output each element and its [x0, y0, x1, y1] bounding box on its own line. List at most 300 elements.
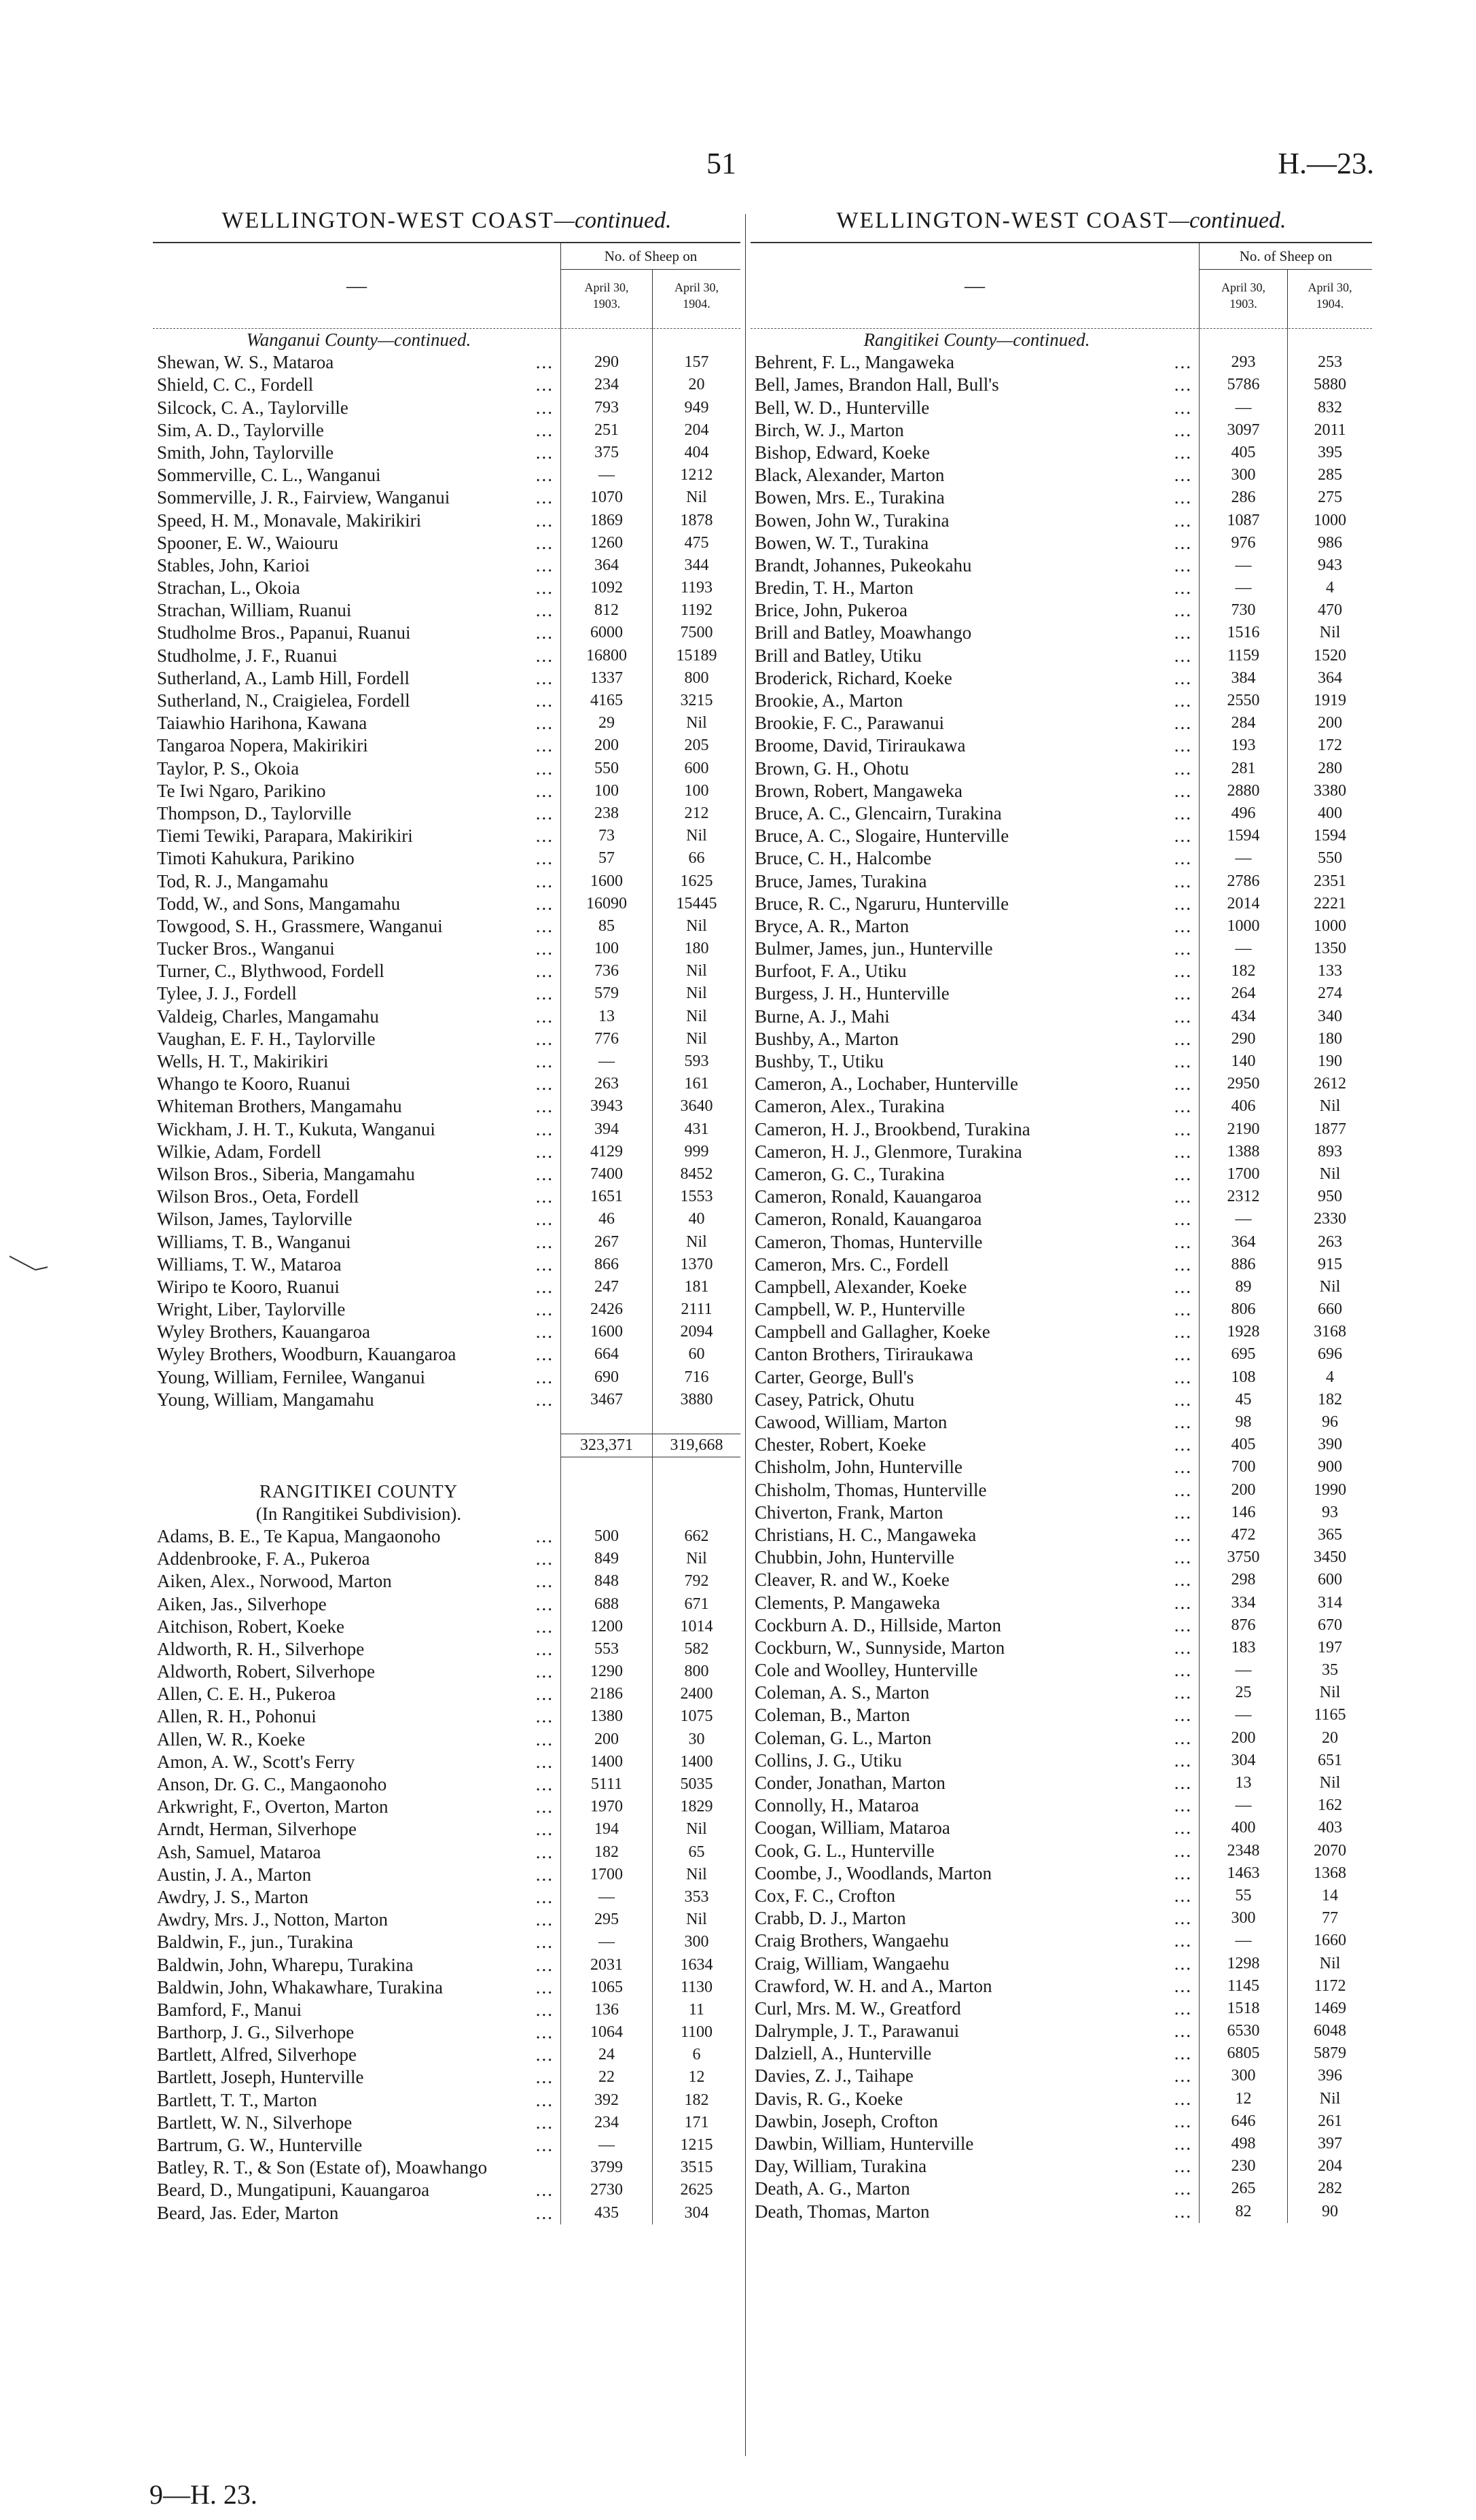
owner-name	[751, 1930, 1199, 1952]
sheep-1903: 267	[560, 1231, 652, 1254]
empty-cell	[560, 1411, 652, 1434]
owner-name	[153, 734, 560, 757]
leader-dots: ...	[1174, 1637, 1192, 1658]
empty-cell	[560, 329, 652, 351]
sheep-1903: 295	[560, 1909, 652, 1931]
sheep-1904: 204	[1287, 2155, 1372, 2178]
sheep-1904: 212	[652, 802, 740, 825]
leader-dots: ...	[1174, 1750, 1192, 1771]
owner-name-text: Allen, C. E. H., Pukeroa	[157, 1684, 336, 1705]
owner-name	[751, 1479, 1199, 1502]
leader-dots: ...	[1174, 510, 1192, 531]
margin-pen-mark	[8, 1254, 49, 1274]
sheep-1904: 1000	[1287, 510, 1372, 532]
leader-dots: ...	[1174, 1524, 1192, 1545]
owner-name	[751, 1411, 1199, 1434]
owner-name	[153, 419, 560, 442]
owner-name	[751, 938, 1199, 960]
owner-name-text: Brill and Batley, Utiku	[755, 645, 922, 666]
sheep-1903: 793	[560, 397, 652, 419]
leader-dots: ...	[1174, 1118, 1192, 1139]
sheep-1904: 133	[1287, 960, 1372, 982]
sheep-1903: 108	[1199, 1366, 1287, 1389]
leader-dots: ...	[535, 622, 554, 643]
owner-name	[153, 667, 560, 690]
leader-dots: ...	[535, 961, 554, 982]
sheep-1904: Nil	[652, 1231, 740, 1254]
owner-name	[751, 351, 1199, 374]
leader-dots: ...	[535, 983, 554, 1004]
leader-dots: ...	[535, 1616, 554, 1637]
owner-name-text: Wilkie, Adam, Fordell	[157, 1141, 321, 1162]
owner-name	[751, 893, 1199, 915]
owner-name	[751, 758, 1199, 780]
owner-name-text: Austin, J. A., Marton	[157, 1864, 312, 1885]
owner-name	[153, 1163, 560, 1186]
leader-dots: ...	[535, 1141, 554, 1162]
owner-name-text: Craig, William, Wangaehu	[755, 1953, 950, 1974]
sheep-1903: 695	[1199, 1343, 1287, 1366]
leader-dots: ...	[535, 735, 554, 756]
sheep-1903: 140	[1199, 1050, 1287, 1073]
leader-dots: ...	[535, 1276, 554, 1297]
total-label-cell	[153, 1434, 560, 1456]
sheep-1903: 364	[1199, 1231, 1287, 1254]
left-column	[153, 204, 740, 2224]
sheep-1904: 1000	[1287, 915, 1372, 938]
sheep-1904: 403	[1287, 1817, 1372, 1839]
owner-name	[153, 2179, 560, 2201]
sheep-1903: 1700	[1199, 1163, 1287, 1186]
owner-name-text: Arndt, Herman, Silverhope	[157, 1819, 357, 1840]
owner-name-text: Whango te Kooro, Ruanui	[157, 1073, 350, 1095]
sheep-1903: 200	[560, 1728, 652, 1751]
owner-name-text: Bushby, A., Marton	[755, 1028, 899, 1049]
sheep-1903: 2186	[560, 1683, 652, 1705]
owner-name-text: Burfoot, F. A., Utiku	[755, 961, 907, 982]
leader-dots: ...	[535, 1006, 554, 1027]
owner-name	[153, 1343, 560, 1366]
leader-dots: ...	[1174, 1569, 1192, 1591]
owner-name	[751, 1592, 1199, 1614]
owner-name-text: Timoti Kahukura, Parikino	[157, 848, 355, 869]
sheep-1903: 688	[560, 1593, 652, 1616]
owner-name	[751, 1998, 1199, 2020]
leader-dots: ...	[1174, 532, 1192, 553]
owner-name-text: Dawbin, William, Hunterville	[755, 2133, 974, 2154]
leader-dots: ...	[1174, 645, 1192, 666]
sheep-1903: 2786	[1199, 870, 1287, 893]
county-heading	[153, 1480, 560, 1503]
sheep-1904: 396	[1287, 2065, 1372, 2087]
sheep-1904: 943	[1287, 554, 1372, 577]
owner-name-text: Young, William, Mangamahu	[157, 1389, 374, 1410]
owner-name-text: Burgess, J. H., Hunterville	[755, 983, 950, 1004]
leader-dots: ...	[1174, 2110, 1192, 2131]
sheep-1903: 498	[1199, 2133, 1287, 2155]
sheep-1904: 15189	[652, 645, 740, 667]
leader-dots: ...	[535, 1163, 554, 1184]
sheep-1903: 1380	[560, 1705, 652, 1728]
sheep-1904: 1350	[1287, 938, 1372, 960]
sheep-1903: 5111	[560, 1773, 652, 1796]
owner-name-text: Coogan, William, Mataroa	[755, 1817, 950, 1839]
sheep-1903: 730	[1199, 599, 1287, 622]
owner-name	[751, 915, 1199, 938]
leader-dots: ...	[1174, 1840, 1192, 1861]
owner-name-text: Cole and Woolley, Hunterville	[755, 1660, 978, 1681]
owner-name-text: Shewan, W. S., Mataroa	[157, 352, 334, 373]
sheep-1903: 4129	[560, 1141, 652, 1163]
right-header-1903	[1199, 270, 1287, 329]
owner-name-text: Cameron, Ronald, Kauangaroa	[755, 1186, 982, 1207]
owner-name-text: Coleman, A. S., Marton	[755, 1682, 930, 1703]
owner-name-text: Brown, Robert, Mangaweka	[755, 780, 962, 801]
owner-name-text: Bartlett, Alfred, Silverhope	[157, 2044, 357, 2065]
leader-dots: ...	[535, 397, 554, 418]
sheep-1903: 200	[1199, 1479, 1287, 1502]
leader-dots: ...	[535, 1796, 554, 1817]
owner-name-text: Thompson, D., Taylorville	[157, 802, 352, 823]
owner-name	[751, 870, 1199, 893]
sheep-1903: 806	[1199, 1298, 1287, 1321]
sheep-1903: 89	[1199, 1276, 1287, 1298]
owner-name	[751, 1141, 1199, 1163]
owner-name-text: Connolly, H., Mataroa	[755, 1795, 919, 1816]
sheep-1904: 1634	[652, 1954, 740, 1976]
leader-dots: ...	[1174, 1479, 1192, 1500]
sheep-1903: 866	[560, 1254, 652, 1276]
leader-dots: ...	[1174, 442, 1192, 463]
sheep-1903: 73	[560, 825, 652, 847]
sheep-1904: 157	[652, 351, 740, 374]
owner-name-text: Todd, W., and Sons, Mangamahu	[157, 893, 401, 914]
sheep-1904: 390	[1287, 1434, 1372, 1456]
left-title-main: WELLINGTON-WEST COAST	[221, 208, 554, 233]
left-column-title	[153, 204, 740, 238]
sheep-1903: 5786	[1199, 374, 1287, 396]
owner-name	[153, 1208, 560, 1230]
sheep-1904: 1469	[1287, 1998, 1372, 2020]
leader-dots: ...	[535, 374, 554, 395]
sheep-1903: 550	[560, 758, 652, 780]
leader-dots: ...	[1174, 1434, 1192, 1455]
owner-name-text: Aldworth, Robert, Silverhope	[157, 1661, 375, 1682]
sheep-1904: 6	[652, 2044, 740, 2066]
right-column	[751, 204, 1372, 2223]
sheep-1904: 800	[652, 1661, 740, 1683]
sheep-1904: 280	[1287, 758, 1372, 780]
sheep-1904: 20	[652, 374, 740, 396]
owner-name-text: Vaughan, E. F. H., Taylorville	[157, 1028, 376, 1049]
owner-name-text: Silcock, C. A., Taylorville	[157, 397, 348, 418]
sheep-1903: 29	[560, 712, 652, 734]
owner-name	[153, 870, 560, 893]
owner-name-text: Awdry, Mrs. J., Notton, Marton	[157, 1909, 389, 1930]
sheep-1903: 98	[1199, 1411, 1287, 1434]
page-number: 51	[706, 147, 736, 180]
owner-name-text: Cameron, Mrs. C., Fordell	[755, 1254, 949, 1275]
owner-name	[751, 825, 1199, 847]
sheep-1904: 3380	[1287, 780, 1372, 802]
owner-name	[153, 758, 560, 780]
sheep-1904: 353	[652, 1886, 740, 1909]
owner-name	[751, 1073, 1199, 1095]
owner-name	[153, 1683, 560, 1705]
owner-name-text: Arkwright, F., Overton, Marton	[157, 1796, 389, 1817]
leader-dots: ...	[1174, 2043, 1192, 2064]
owner-name-text: Adams, B. E., Te Kapua, Mangaonoho	[157, 1525, 441, 1546]
owner-name	[751, 1276, 1199, 1298]
sheep-1904: 662	[652, 1525, 740, 1548]
leader-dots: ...	[1174, 1028, 1192, 1049]
sheep-1904: 285	[1287, 464, 1372, 486]
sheep-1904: 915	[1287, 1254, 1372, 1276]
owner-name-text: Tucker Bros., Wanganui	[157, 938, 335, 959]
leader-dots: ...	[535, 487, 554, 508]
leader-dots: ...	[535, 826, 554, 847]
sheep-1904: 1368	[1287, 1862, 1372, 1885]
leader-dots: ...	[1174, 848, 1192, 869]
sheep-1904: 172	[1287, 734, 1372, 757]
sheep-1904: 200	[1287, 712, 1372, 734]
owner-name	[751, 2155, 1199, 2178]
sheep-1903: 290	[560, 351, 652, 374]
right-header-1904	[1287, 270, 1372, 329]
owner-name-text: Beard, D., Mungatipuni, Kauangaroa	[157, 2180, 430, 2201]
sheep-1903: 3799	[560, 2157, 652, 2179]
sheep-1903: 1869	[560, 510, 652, 532]
sheep-1904: 5879	[1287, 2042, 1372, 2065]
leader-dots: ...	[1174, 938, 1192, 959]
owner-name-text: Awdry, J. S., Marton	[157, 1886, 309, 1907]
sheep-1904: 90	[1287, 2201, 1372, 2223]
leader-dots: ...	[535, 2067, 554, 2088]
leader-dots: ...	[1174, 915, 1192, 936]
leader-dots: ...	[1174, 1276, 1192, 1297]
signature-mark: 9—H. 23.	[149, 2479, 257, 2510]
owner-name	[153, 2066, 560, 2089]
owner-name	[153, 1999, 560, 2021]
sheep-1904: 8452	[652, 1163, 740, 1186]
sheep-1904: 470	[1287, 599, 1372, 622]
right-table-body	[751, 329, 1372, 2223]
owner-name-text: Wickham, J. H. T., Kukuta, Wanganui	[157, 1118, 435, 1139]
owner-name	[153, 510, 560, 532]
owner-name	[153, 1548, 560, 1570]
owner-name	[751, 1006, 1199, 1028]
sheep-1904: Nil	[652, 712, 740, 734]
sheep-1903: 1260	[560, 532, 652, 554]
sheep-1904: 2625	[652, 2179, 740, 2201]
owner-name	[751, 2020, 1199, 2042]
sheep-1903: 2312	[1199, 1186, 1287, 1208]
leader-dots: ...	[535, 1728, 554, 1750]
owner-name-text: Whiteman Brothers, Mangamahu	[157, 1096, 402, 1117]
owner-name-text: Williams, T. W., Mataroa	[157, 1254, 342, 1275]
owner-name	[751, 734, 1199, 757]
owner-name-text: Barthorp, J. G., Silverhope	[157, 2022, 355, 2043]
owner-name	[153, 960, 560, 982]
total-1903: 323,371	[560, 1434, 652, 1457]
column-divider	[745, 214, 746, 2456]
owner-name-text: Conder, Jonathan, Marton	[755, 1773, 946, 1793]
heading-text: Wanganui County—continued.	[246, 330, 471, 350]
section-heading	[751, 329, 1199, 351]
leader-dots: ...	[1174, 2156, 1192, 2177]
owner-name	[751, 2133, 1199, 2155]
owner-name-text: Speed, H. M., Monavale, Makirikiri	[157, 510, 422, 531]
owner-name-text: Dawbin, Joseph, Crofton	[755, 2110, 938, 2131]
sheep-1903: 1928	[1199, 1321, 1287, 1343]
empty-cell	[560, 1480, 652, 1503]
owner-name-text: Bishop, Edward, Koeke	[755, 442, 930, 463]
owner-name-text: Aiken, Alex., Norwood, Marton	[157, 1571, 392, 1592]
owner-name-text: Tangaroa Nopera, Makirikiri	[157, 735, 368, 756]
owner-name	[153, 1118, 560, 1141]
sheep-1903: 281	[1199, 758, 1287, 780]
owner-name	[751, 1727, 1199, 1750]
sheep-1903: 265	[1199, 2178, 1287, 2200]
owner-name	[153, 1864, 560, 1886]
left-header-1904	[652, 270, 740, 329]
leader-dots: ...	[1174, 1344, 1192, 1365]
owner-name-text: Ash, Samuel, Mataroa	[157, 1841, 321, 1862]
sheep-1903: 1087	[1199, 510, 1287, 532]
sheep-1903: 24	[560, 2044, 652, 2066]
sheep-1904: Nil	[652, 1909, 740, 1931]
owner-name-text: Sutherland, N., Craigielea, Fordell	[157, 690, 410, 711]
leader-dots: ...	[1174, 690, 1192, 711]
sheep-1904: 582	[652, 1638, 740, 1661]
owner-name	[751, 1186, 1199, 1208]
sheep-1904: 5880	[1287, 374, 1372, 396]
leader-dots: ...	[1174, 578, 1192, 599]
sheep-1904: 344	[652, 554, 740, 577]
owner-name	[153, 599, 560, 622]
sheep-1903: 384	[1199, 667, 1287, 690]
sheep-1904: Nil	[1287, 2088, 1372, 2110]
sheep-1903: 182	[560, 1841, 652, 1864]
sheep-1903: 251	[560, 419, 652, 442]
sheep-1903: 849	[560, 1548, 652, 1570]
sheep-1903: 264	[1199, 982, 1287, 1005]
left-header-1903	[560, 270, 652, 329]
leader-dots: ...	[535, 600, 554, 621]
sheep-1903: —	[560, 1931, 652, 1953]
owner-name-text: Wyley Brothers, Kauangaroa	[157, 1321, 371, 1343]
owner-name-text: Cameron, H. J., Brookbend, Turakina	[755, 1118, 1030, 1139]
leader-dots: ...	[535, 1999, 554, 2020]
sheep-1903: 300	[1199, 464, 1287, 486]
sheep-1903: 284	[1199, 712, 1287, 734]
leader-dots: ...	[535, 848, 554, 869]
leader-dots: ...	[535, 2022, 554, 2043]
sheep-1903: 406	[1199, 1095, 1287, 1118]
owner-name-text: Cawood, William, Marton	[755, 1412, 948, 1432]
leader-dots: ...	[535, 1548, 554, 1569]
owner-name	[751, 2042, 1199, 2065]
sheep-1904: 2070	[1287, 1840, 1372, 1862]
sheep-1903: 405	[1199, 442, 1287, 464]
owner-name-text: Brice, John, Pukeroa	[755, 600, 907, 621]
sheep-1903: 2426	[560, 1298, 652, 1321]
sheep-1904: 161	[652, 1073, 740, 1095]
leader-dots: ...	[535, 1344, 554, 1365]
leader-dots: ...	[535, 1638, 554, 1659]
sheep-1903: 12	[1199, 2088, 1287, 2110]
owner-name-text: Aiken, Jas., Silverhope	[157, 1593, 327, 1614]
owner-name	[751, 1434, 1199, 1456]
owner-name-text: Wyley Brothers, Woodburn, Kauangaroa	[157, 1344, 456, 1365]
owner-name-text: Baldwin, John, Whakawhare, Turakina	[157, 1976, 443, 1998]
owner-name-text: Studholme Bros., Papanui, Ruanui	[157, 622, 411, 643]
sheep-1903: —	[1199, 1208, 1287, 1230]
owner-name	[153, 938, 560, 960]
right-y2a: April 30,	[1308, 281, 1352, 294]
owner-name	[751, 1682, 1199, 1704]
sheep-1904: 30	[652, 1728, 740, 1751]
leader-dots: ...	[535, 870, 554, 891]
owner-name-text: Bartrum, G. W., Hunterville	[157, 2135, 363, 2155]
owner-name-text: Tylee, J. J., Fordell	[157, 983, 297, 1004]
owner-name-text: Bryce, A. R., Marton	[755, 915, 910, 936]
owner-name	[751, 645, 1199, 667]
left-header-sheep: No. of Sheep on	[560, 243, 740, 270]
owner-name	[751, 1321, 1199, 1343]
leader-dots: ...	[1174, 1614, 1192, 1635]
leader-dots: ...	[1174, 1908, 1192, 1929]
sheep-1904: 40	[652, 1208, 740, 1230]
page-code: H.—23.	[1278, 147, 1374, 180]
sheep-1903: 183	[1199, 1637, 1287, 1659]
owner-name	[153, 1186, 560, 1208]
leader-dots: ...	[535, 1751, 554, 1772]
owner-name-text: Aitchison, Robert, Koeke	[157, 1616, 344, 1637]
owner-name	[153, 2021, 560, 2044]
leader-dots: ...	[535, 758, 554, 779]
owner-name	[751, 532, 1199, 554]
total-1904: 319,668	[652, 1434, 740, 1457]
owner-name-text: Allen, W. R., Koeke	[157, 1728, 306, 1750]
sheep-1904: 792	[652, 1570, 740, 1593]
sheep-1904: 1130	[652, 1976, 740, 1999]
sheep-1903: 2950	[1199, 1073, 1287, 1095]
sheep-1904: 1193	[652, 577, 740, 599]
owner-name	[153, 1705, 560, 1728]
empty-cell	[560, 1503, 652, 1525]
owner-name-text: Baldwin, F., jun., Turakina	[157, 1932, 353, 1953]
owner-name	[153, 825, 560, 847]
sheep-1904: 3640	[652, 1095, 740, 1118]
leader-dots: ...	[535, 802, 554, 823]
sheep-1903: 690	[560, 1366, 652, 1389]
leader-dots: ...	[1174, 419, 1192, 440]
sheep-1904: 2400	[652, 1683, 740, 1705]
sheep-1904: 20	[1287, 1727, 1372, 1750]
owner-name	[751, 1817, 1199, 1839]
right-header-dash: —	[965, 274, 985, 297]
owner-name	[751, 1907, 1199, 1930]
owner-name	[751, 2088, 1199, 2110]
sheep-1904: 1075	[652, 1705, 740, 1728]
sheep-1903: 405	[1199, 1434, 1287, 1456]
sheep-1903: 6000	[560, 622, 652, 644]
owner-name-text: Brookie, F. C., Parawanui	[755, 713, 945, 734]
owner-name	[153, 1321, 560, 1343]
sheep-1903: 375	[560, 442, 652, 464]
sheep-1903: 304	[1199, 1750, 1287, 1772]
